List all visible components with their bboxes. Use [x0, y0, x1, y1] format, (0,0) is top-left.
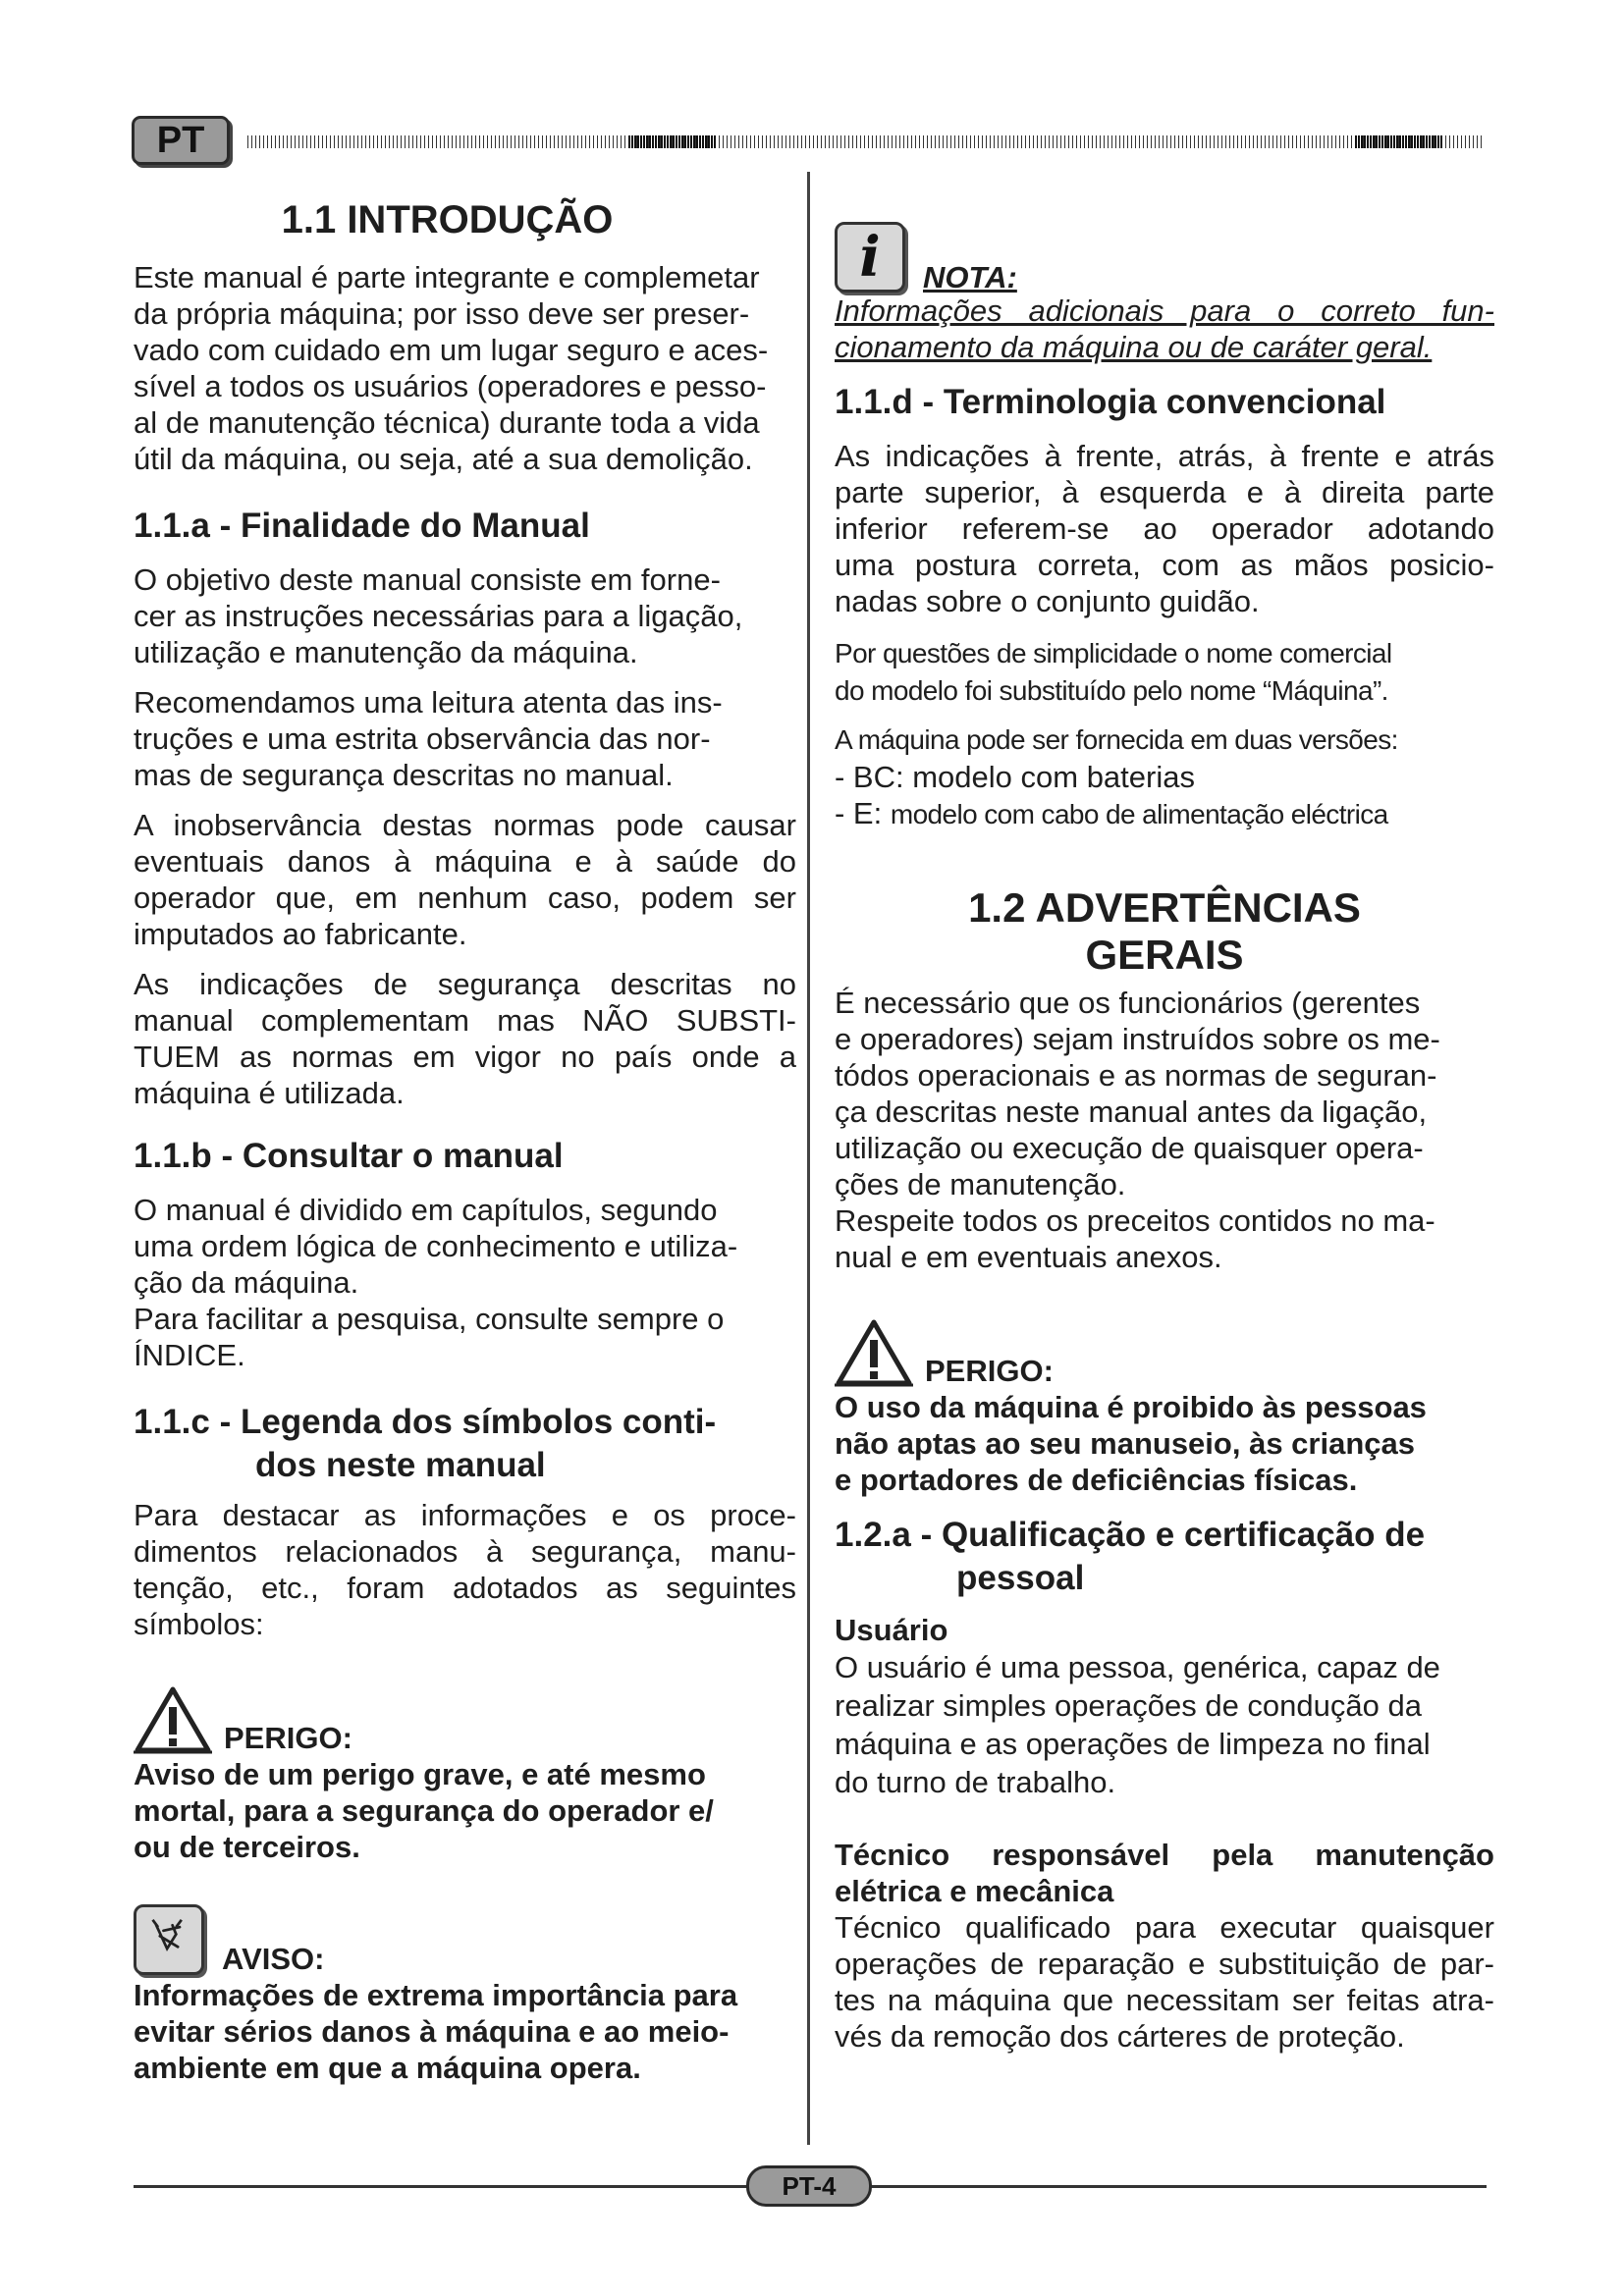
text-line: eventuais danos à máquina e à saúde do — [134, 844, 796, 879]
tecnico-paragraph — [835, 1909, 1494, 2055]
terminologia-paragraph-1 — [835, 438, 1494, 619]
text-line: ça descritas neste manual antes da ligação, — [835, 1095, 1428, 1129]
text-line: útil da máquina, ou seja, até a sua demolição. — [134, 442, 753, 476]
text-line: ambiente em que a máquina opera. — [134, 2051, 641, 2085]
left-column — [134, 196, 796, 2086]
perigo-symbol-row-right — [835, 1318, 1494, 1387]
text-line: mortal, para a segurança do operador e/ — [134, 1793, 714, 1828]
advertencias-paragraph — [835, 985, 1494, 1275]
text-line: sível a todos os usuários (operadores e pesso- — [134, 369, 767, 403]
text-line: mas de segurança descritas no manual. — [134, 758, 674, 792]
text-line: nadas sobre o conjunto guidão. — [835, 584, 1260, 618]
text-line: da própria máquina; por isso deve ser preser- — [134, 296, 750, 331]
text-line: utilização e manutenção da máquina. — [134, 635, 638, 669]
info-icon: i — [835, 222, 905, 293]
version-e-prefix: - E: — [835, 796, 883, 830]
text-line: Respeite todos os preceitos contidos no ma- — [835, 1203, 1435, 1238]
text-line: manual complementam mas NÃO SUBSTI- — [134, 1003, 796, 1038]
text-line: evitar sérios danos à máquina e ao meio- — [134, 2014, 730, 2049]
text-line: não aptas ao seu manuseio, às crianças — [835, 1426, 1415, 1461]
usuario-title: Usuário — [835, 1613, 948, 1647]
text-line: Informações adicionais para o correto fun- — [835, 294, 1494, 328]
text-line: A inobservância destas normas pode causar — [134, 808, 796, 842]
version-e-text: modelo com cabo de alimentação eléctrica — [890, 799, 1388, 829]
finalidade-paragraph-4 — [134, 966, 796, 1111]
aviso-description — [134, 1977, 796, 2086]
header-rule — [247, 135, 1483, 148]
subsection-title-legenda-2: dos neste manual — [255, 1446, 546, 1484]
subsection-title-consultar: 1.1.b - Consultar o manual — [134, 1137, 564, 1175]
subsection-title-terminologia: 1.1.d - Terminologia convencional — [835, 383, 1386, 421]
text-line: Técnico qualificado para executar quaisquer — [835, 1910, 1494, 1945]
text-line: operador que, em nenhum caso, podem ser — [134, 881, 796, 915]
subsection-title-qualificacao-1: 1.2.a - Qualificação e certificação de — [835, 1516, 1426, 1554]
text-line: imputados ao fabricante. — [134, 917, 467, 951]
text-line: TUEM as normas em vigor no país onde a — [134, 1040, 796, 1074]
nota-description — [835, 293, 1494, 365]
terminologia-paragraph-2 — [835, 635, 1494, 710]
text-line: e portadores de deficiências físicas. — [835, 1463, 1358, 1497]
text-line: símbolos: — [134, 1607, 264, 1641]
text-line: É necessário que os funcionários (gerentes — [835, 986, 1421, 1020]
finalidade-paragraph-3 — [134, 807, 796, 952]
text-line: Para destacar as informações e os proce- — [134, 1498, 796, 1532]
right-column — [835, 222, 1494, 2055]
text-line: vado com cuidado em um lugar seguro e aces- — [134, 333, 769, 367]
text-line: Técnico responsável pela manutenção — [835, 1838, 1494, 1872]
usuario-paragraph — [835, 1648, 1494, 1801]
nota-label: NOTA: — [923, 260, 1017, 294]
header-rule-accent — [1355, 135, 1443, 148]
text-line: O uso da máquina é proibido às pessoas — [835, 1390, 1427, 1424]
language-label: PT — [156, 119, 205, 161]
text-line: uma ordem lógica de conhecimento e utiliza- — [134, 1229, 738, 1263]
text-line: elétrica e mecânica — [835, 1874, 1114, 1908]
text-line: Por questões de simplicidade o nome comercial — [835, 638, 1392, 668]
nota-symbol-row — [835, 222, 1494, 293]
warning-triangle-icon — [134, 1685, 212, 1754]
aviso-label: AVISO: — [222, 1942, 325, 1976]
legenda-paragraph — [134, 1497, 796, 1642]
hand-warning-icon — [134, 1904, 204, 1975]
text-line: cionamento da máquina ou de caráter geral. — [835, 330, 1433, 364]
version-bc: - BC: modelo com baterias — [835, 760, 1195, 794]
text-line: uma postura correta, com as mãos posicio- — [835, 548, 1494, 582]
text-line: vés da remoção dos cárteres de proteção. — [835, 2019, 1405, 2054]
text-line: nual e em eventuais anexos. — [835, 1240, 1222, 1274]
terminologia-paragraph-3: A máquina pode ser fornecida em duas versões: — [835, 724, 1398, 755]
text-line: ção da máquina. — [134, 1265, 359, 1300]
text-line: e operadores) sejam instruídos sobre os me- — [835, 1022, 1440, 1056]
text-line: inferior referem-se ao operador adotando — [835, 511, 1494, 546]
finalidade-paragraph-1 — [134, 561, 796, 670]
text-line: tódos operacionais e as normas de seguran- — [835, 1058, 1437, 1093]
perigo-label: PERIGO: — [224, 1721, 352, 1755]
header-rule-accent — [628, 135, 717, 148]
section-title-advertencias-1: 1.2 ADVERTÊNCIAS — [968, 884, 1361, 931]
consultar-paragraph — [134, 1192, 796, 1373]
warning-triangle-icon — [835, 1318, 913, 1387]
subsection-title-legenda-1: 1.1.c - Legenda dos símbolos conti- — [134, 1403, 717, 1441]
text-line: Aviso de um perigo grave, e até mesmo — [134, 1757, 706, 1791]
perigo-description — [134, 1756, 796, 1865]
text-line: Informações de extrema importância para — [134, 1978, 738, 2012]
text-line: ções de manutenção. — [835, 1167, 1126, 1201]
text-line: cer as instruções necessárias para a ligação, — [134, 599, 743, 633]
text-line: do modelo foi substituído pelo nome “Máquina”. — [835, 675, 1388, 706]
text-line: máquina é utilizada. — [134, 1076, 405, 1110]
text-line: operações de reparação e substituição de par- — [835, 1947, 1494, 1981]
text-line: dimentos relacionados à segurança, manu- — [134, 1534, 796, 1569]
page-number: PT-4 — [782, 2170, 837, 2201]
text-line: tenção, etc., foram adotados as seguintes — [134, 1571, 796, 1605]
text-line: O usuário é uma pessoa, genérica, capaz de — [835, 1650, 1440, 1684]
subsection-title-finalidade: 1.1.a - Finalidade do Manual — [134, 507, 590, 545]
text-line: tes na máquina que necessitam ser feitas atra- — [835, 1983, 1494, 2017]
text-line: parte superior, à esquerda e à direita parte — [835, 475, 1494, 509]
intro-paragraph — [134, 259, 796, 477]
section-title-advertencias-2: GERAIS — [1085, 932, 1244, 978]
text-line: máquina e as operações de limpeza no final — [835, 1727, 1431, 1761]
page-number-badge — [746, 2165, 872, 2207]
text-line: As indicações à frente, atrás, à frente e atrás — [835, 439, 1494, 473]
text-line: realizar simples operações de condução da — [835, 1688, 1422, 1723]
perigo-symbol-row — [134, 1685, 796, 1754]
text-line: al de manutenção técnica) durante toda a vida — [134, 405, 760, 440]
text-line: utilização ou execução de quaisquer opera- — [835, 1131, 1424, 1165]
text-line: O objetivo deste manual consiste em forne- — [134, 562, 721, 597]
text-line: As indicações de segurança descritas no — [134, 967, 796, 1001]
text-line: Recomendamos uma leitura atenta das ins- — [134, 685, 723, 720]
finalidade-paragraph-2 — [134, 684, 796, 793]
text-line: Para facilitar a pesquisa, consulte sempre o — [134, 1302, 725, 1336]
language-badge — [132, 116, 230, 165]
text-line: truções e uma estrita observância das nor- — [134, 721, 711, 756]
column-divider — [807, 172, 810, 2145]
text-line: ou de terceiros. — [134, 1830, 360, 1864]
subsection-title-qualificacao-2: pessoal — [956, 1559, 1085, 1597]
section-title-introducao: 1.1 INTRODUÇÃO — [281, 198, 614, 241]
version-e — [835, 795, 1494, 833]
perigo-description-right — [835, 1389, 1494, 1498]
tecnico-title — [835, 1837, 1494, 1909]
text-line: ÍNDICE. — [134, 1338, 245, 1372]
aviso-symbol-row — [134, 1904, 796, 1975]
perigo-label-right: PERIGO: — [925, 1354, 1054, 1388]
text-line: Este manual é parte integrante e complemetar — [134, 260, 760, 294]
text-line: O manual é dividido em capítulos, segundo — [134, 1193, 718, 1227]
text-line: do turno de trabalho. — [835, 1765, 1116, 1799]
